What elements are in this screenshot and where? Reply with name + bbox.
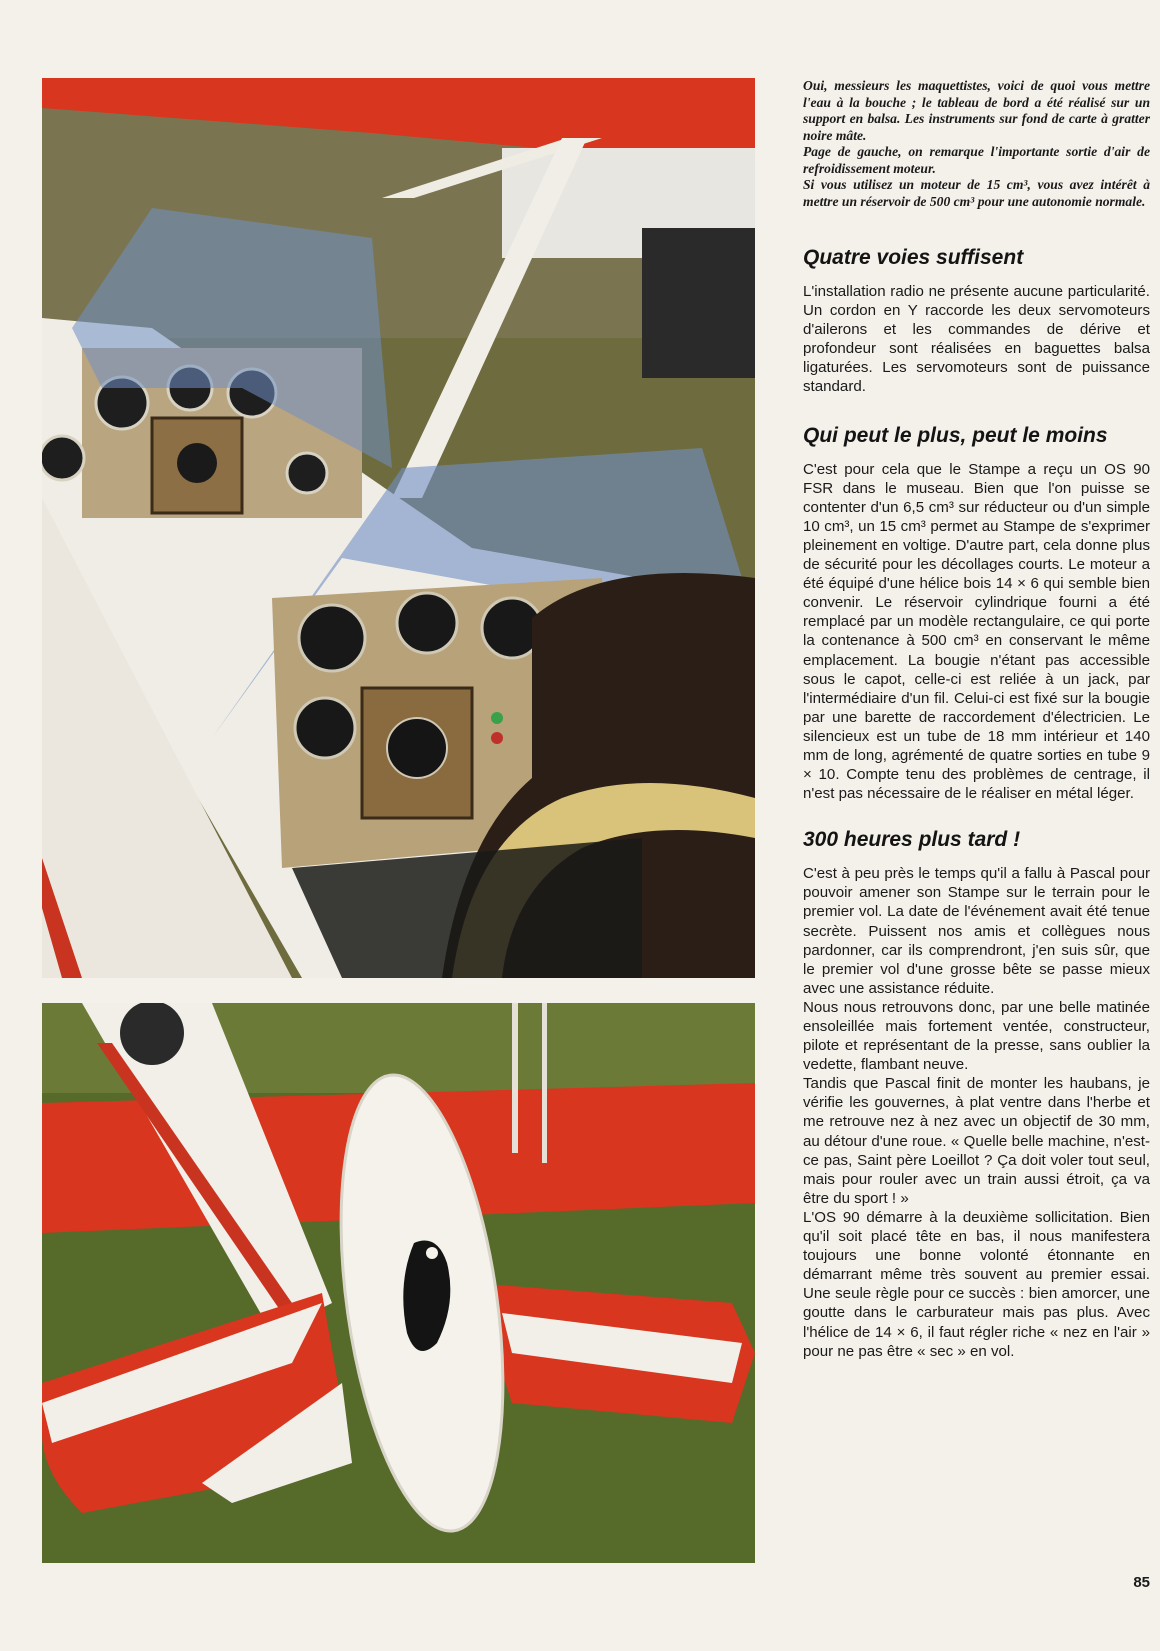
- section-body: [803, 864, 1150, 1360]
- section-title: 300 heures plus tard !: [803, 828, 1021, 852]
- section-title: Qui peut le plus, peut le moins: [803, 423, 1108, 447]
- section-body: [803, 460, 1150, 804]
- photo-caption: [803, 78, 1150, 210]
- section-title: Quatre voies suffisent: [803, 246, 1024, 269]
- caption-line: Oui, messieurs les maquettistes, voici de quoi vous mettre l'eau à la bouche ; le tableau de bord a été réalisé sur un support en balsa. Les instruments sur fond de carte à gratter noire mâte.: [803, 78, 1150, 143]
- text-column: [803, 78, 1150, 1361]
- paragraph: Nous nous retrouvons donc, par une belle matinée ensoleillée mais fortement ventée, constructeur, pilote et représentant de la presse, sans oublier la vedette, flambant neuve.: [803, 998, 1150, 1074]
- paragraph: L'installation radio ne présente aucune particularité. Un cordon en Y raccorde les deux servomoteurs d'ailerons et les commandes de dérive et profondeur sont réalisées en baguettes balsa ligaturées. Les servomoteurs sont de puissance standard.: [803, 283, 1150, 396]
- paragraph: L'OS 90 démarre à la deuxième sollicitation. Bien qu'il soit placé tête en bas, il nous manifestera toujours une bonne volonté étonnante en démarrant même très souvent au premier essai. Une seule règle pour ce succès : bien amorcer, une goutte dans le carburateur mais pas plus. Avec l'hélice de 14 × 6, il faut régler riche « nez en l'air » pour ne pas être « sec » en vol.: [803, 1208, 1150, 1360]
- section-body: [803, 282, 1150, 397]
- page-number: 85: [1133, 1574, 1150, 1591]
- tail-photo: [42, 1003, 755, 1563]
- cockpit-photo: [42, 78, 755, 978]
- paragraph: C'est pour cela que le Stampe a reçu un OS 90 FSR dans le museau. Bien que l'on puisse se contenter d'un 6,5 cm³ sur réducteur ou d'un simple 10 cm³, un 15 cm³ permet au Stampe de s'exprimer pleinement en voltige. D'autre part, cela donne plus de sécurité pour les décollages courts. Le moteur a été équipé d'une hélice bois 14 × 6 qui semble bien convenir. Le réservoir cylindrique fourni a été remplacé par un modèle rectangulaire, ce qui porte la contenance à 500 cm³ en conservant le même emplacement. La bougie n'étant pas accessible sous le capot, celle-ci est reliée à un jack, par l'intermédiaire d'un fil. Celui-ci est fixé sur la bougie par une barette de raccordement d'électricien. Le silencieux est un tube de 18 mm intérieur et 140 mm de long, agrémenté de quatre sorties en tube 9 × 10. Compte tenu des problèmes de centrage, il n'est pas nécessaire de le réaliser en métal léger.: [803, 460, 1150, 803]
- caption-line: Si vous utilisez un moteur de 15 cm³, vous avez intérêt à mettre un réservoir de 500 cm³ pour une autonomie normale.: [803, 177, 1150, 209]
- paragraph: C'est à peu près le temps qu'il a fallu à Pascal pour pouvoir amener son Stampe sur le terrain pour le premier vol. La date de l'événement avait été tenue secrète. Puissent nos amis et collègues nous pardonner, car ils comprendront, j'en suis sûr, que le premier vol d'une grosse bête se passe mieux avec une assistance réduite.: [803, 865, 1150, 997]
- paragraph: Tandis que Pascal finit de monter les haubans, je vérifie les gouvernes, à plat ventre dans l'herbe et me retrouve nez à nez avec un objectif de 30 mm, au détour d'une roue. « Quelle belle machine, n'est-ce pas, Saint père Loeillot ? Ça doit voler tout seul, mais pour rouler avec un train aussi étroit, ça va être du sport ! »: [803, 1075, 1150, 1207]
- caption-line: Page de gauche, on remarque l'importante sortie d'air de refroidissement moteur.: [803, 144, 1150, 176]
